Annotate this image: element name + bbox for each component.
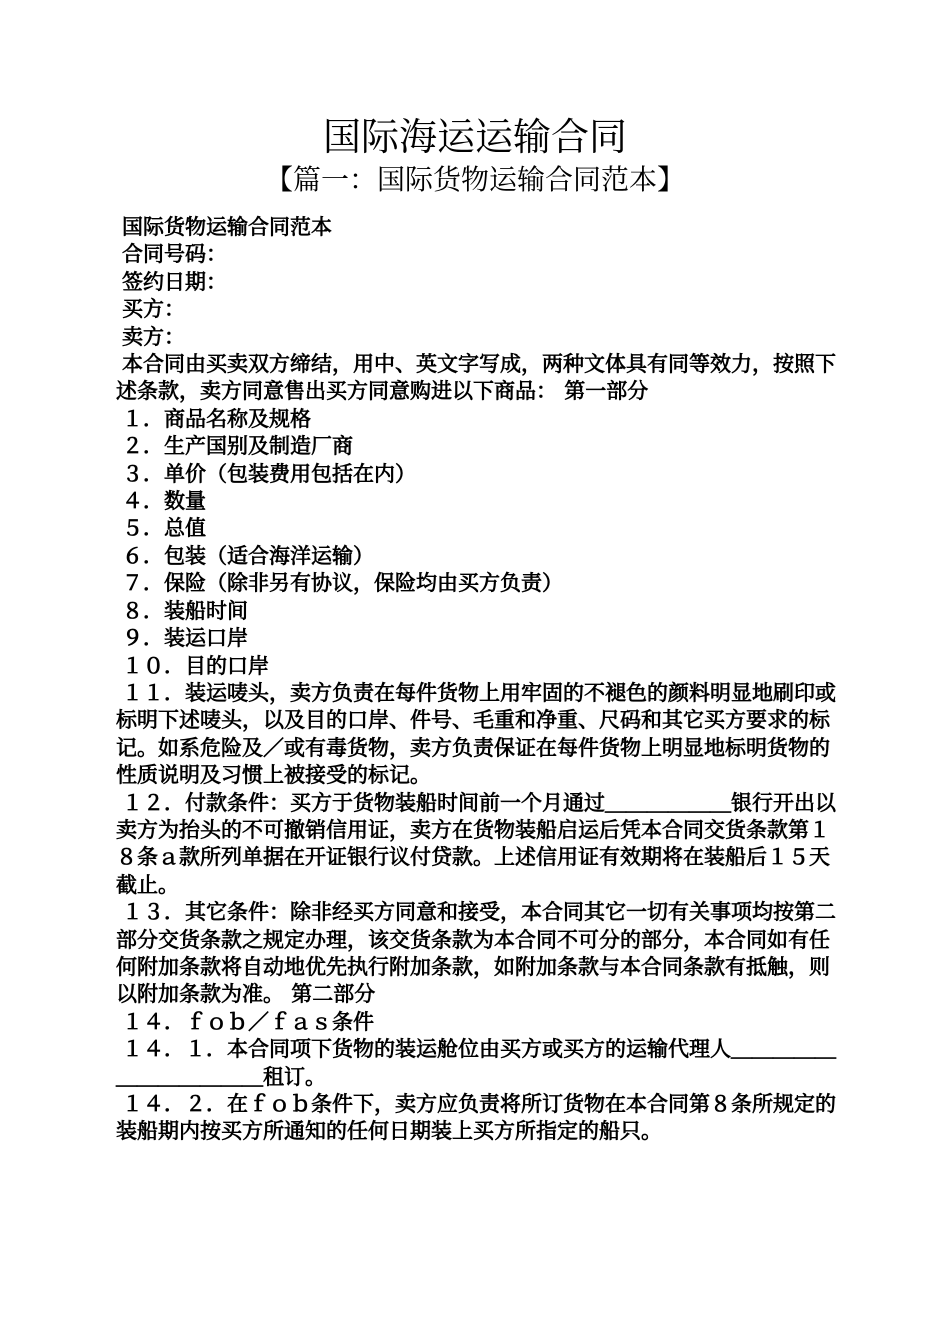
list-item: １０．目的口岸 (122, 653, 269, 678)
list-item: ９．装运口岸 (122, 626, 248, 651)
clause-11: １１．装运唛头，卖方负责在每件货物上用牢固的不褪色的颜料明显地刷印或标明下述唛头，以及目的口岸、件号、毛重和净重、尺码和其它买方要求的标记。如系危险及／或有毒货物，卖方负责保证在每件货物上明显地标明货物的性质说明及习惯上被接受的标记。 (116, 680, 836, 788)
list-item: ８．装船时间 (122, 598, 248, 623)
clause-14-2: １４．２．在ｆｏｂ条件下，卖方应负责将所订货物在本合同第８条所规定的装船期内按买方所通知的任何日期装上买方所指定的船只。 (116, 1092, 836, 1144)
sign-date-label: 签约日期： (122, 269, 227, 294)
list-item: ３．单价（包装费用包括在内） (122, 461, 416, 486)
list-item: ７．保险（除非另有协议，保险均由买方负责） (122, 571, 563, 596)
intro-paragraph: 本合同由买卖双方缔结，用中、英文字写成，两种文体具有同等效力，按照下述条款，卖方同意售出买方同意购进以下商品： 第一部分 (116, 352, 836, 404)
list-item: ４．数量 (122, 489, 206, 514)
clause-12: １２．付款条件：买方于货物装船时间前一个月通过＿＿＿＿＿＿银行开出以卖方为抬头的不可撤销信用证，卖方在货物装船启运后凭本合同交货条款第１８条ａ款所列单据在开证银行议付贷款。上述信用证有效期将在装船后１５天截止。 (116, 790, 836, 897)
clause-14-1: １４．１．本合同项下货物的装运舱位由买方或买方的运输代理人＿＿＿＿＿＿＿＿＿＿＿＿租订。 (116, 1037, 836, 1089)
document-title: 国际海运运输合同 (322, 115, 627, 159)
seller-label: 卖方： (122, 324, 185, 349)
buyer-label: 买方： (122, 297, 185, 322)
contract-heading: 国际货物运输合同范本 (122, 215, 332, 239)
clause-13: １３．其它条件：除非经买方同意和接受，本合同其它一切有关事项均按第二部分交货条款之规定办理，该交货条款为本合同不可分的部分，本合同如有任何附加条款将自动地优先执行附加条款，如附加条款与本合同条款有抵触，则以附加条款为准。 第二部分 (116, 900, 836, 1007)
document-subtitle: 【篇一：国际货物运输合同范本】 (264, 163, 685, 196)
document-body (116, 214, 836, 1146)
clause-14: １４．ｆｏｂ／ｆａｓ条件 (122, 1009, 374, 1034)
list-item: ２．生产国别及制造厂商 (122, 434, 353, 459)
list-item: ５．总值 (122, 516, 206, 541)
list-item: １．商品名称及规格 (122, 406, 311, 431)
list-item: ６．包装（适合海洋运输） (122, 543, 374, 568)
contract-number-label: 合同号码： (122, 242, 227, 267)
